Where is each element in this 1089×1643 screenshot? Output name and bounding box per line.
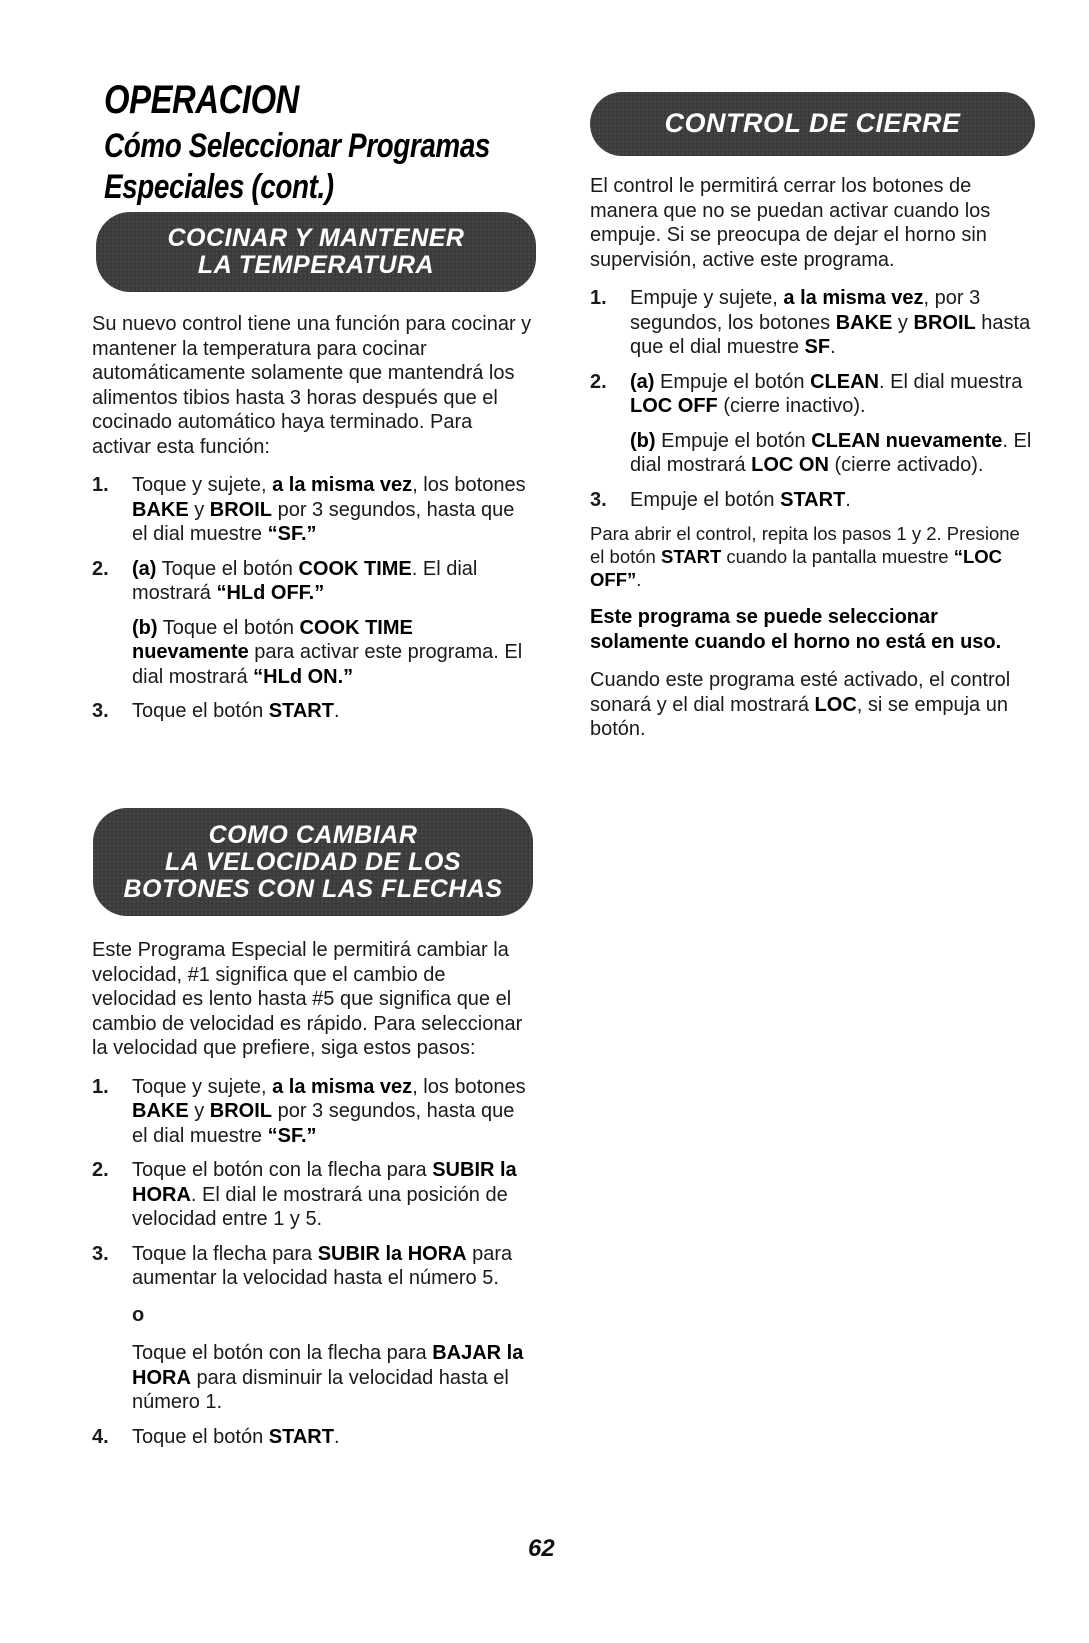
step-emphasis: COOK TIME [298,557,412,580]
step-number: 3. [92,1242,109,1265]
list-item [590,286,1035,360]
active-text: , si se empuja un botón. [590,693,1008,740]
list-item [92,1075,532,1149]
step-text: Empuje el botón [655,429,812,452]
step-emphasis: SF [804,336,831,358]
step-number: 1. [92,474,109,496]
step-text: Toque el botón [132,1425,269,1448]
step-text: Toque el botón con la flecha para [132,1159,433,1181]
control-lock-section [590,174,1035,756]
step-emphasis: a la misma vez [272,474,413,496]
step-emphasis: BAKE [835,311,893,334]
step-text: . El dial le mostrará una posición de velocidad entre 1 y 5. [132,1183,508,1230]
cook-hold-section [92,312,532,734]
list-item [92,473,532,547]
step-emphasis: LOC OFF [630,395,718,417]
substep-label: (a) [132,557,157,580]
banner-cook-hold [96,212,536,292]
step-emphasis: BROIL [913,311,976,334]
step-text: por 3 segundos, hasta que el dial muestre [132,498,515,545]
banner-arrow-speed [93,808,533,916]
step-text: Toque el botón [156,557,299,580]
section-title: OPERACION [104,78,299,122]
step-text: para aumentar la velocidad hasta el número 5. [132,1242,513,1289]
substep-label: (b) [630,429,656,452]
step-text: . El dial mostrará [132,557,478,604]
step-text: . El dial muestra [879,370,1023,393]
step-text: Toque la flecha para [132,1242,318,1265]
list-item [590,488,1035,513]
step-emphasis: “HLd ON.” [253,665,354,688]
list-item [590,370,1035,478]
step-text: (cierre activado). [828,454,984,476]
availability-note: Este programa se puede seleccionar solamente cuando el horno no está en uso. [590,606,1002,653]
step-emphasis: START [268,1425,334,1448]
step-text: Toque y sujete, [132,1075,273,1098]
step-emphasis: CLEAN nuevamente [811,429,1003,452]
unlock-text: . [636,569,642,590]
step-number: 3. [590,488,607,511]
unlock-instructions [590,522,1035,591]
step-text: y [188,1100,210,1122]
step-emphasis: “HLd OFF.” [216,582,325,604]
unlock-text: Para abrir el control, repita los pasos 1 y 2. Presione el botón [590,523,1020,567]
step-number: 1. [92,1075,109,1098]
unlock-emphasis: START [660,546,722,567]
banner-line: COMO CAMBIAR [208,820,418,849]
step-text: por 3 segundos, hasta que el dial muestre [132,1100,515,1147]
step-emphasis: SUBIR la HORA [317,1242,467,1265]
list-item [92,699,532,724]
step-text: , los botones [412,474,526,496]
step-text: . [830,336,836,358]
step-text: Empuje el botón [630,488,781,511]
step-emphasis: “SF.” [267,1124,317,1147]
arrow-speed-steps [92,1075,532,1450]
step-emphasis: COOK TIME nuevamente [132,616,413,663]
banner-line: COCINAR Y MANTENER [167,224,465,252]
step-emphasis: a la misma vez [272,1075,413,1098]
step-number: 1. [590,287,607,309]
banner-line: BOTONES CON LAS FLECHAS [123,874,503,903]
control-lock-intro: El control le permitirá cerrar los botones de manera que no se puedan activar cuando los empuje. Si se preocupa de dejar el horno sin supervisión, active este programa. [590,175,991,271]
step-number: 2. [92,557,109,580]
step-text: y [188,498,210,521]
step-text: . [333,700,340,722]
step-text: para activar este programa. El dial mostrará [132,641,523,688]
step-text: y [892,311,914,334]
lock-active-note [590,668,1035,742]
substep-b [630,429,1035,478]
step-emphasis: START [268,700,334,722]
step-text: . [333,1425,340,1448]
list-item [92,1242,532,1415]
active-text: Cuando este programa esté activado, el control sonará y el dial mostrará [590,669,1011,716]
unlock-text: cuando la pantalla muestre [721,546,954,567]
step-number: 4. [92,1425,109,1448]
page-subtitle [104,126,490,208]
substep-b [132,616,532,690]
step-emphasis: CLEAN [810,370,879,393]
step-text: Toque el botón [132,700,269,722]
banner-line: CONTROL DE CIERRE [664,108,961,139]
step-text: , los botones [412,1075,526,1098]
step-text: Toque y sujete, [132,474,273,496]
step-number: 2. [590,370,607,393]
banner-control-lock [590,92,1035,156]
step-emphasis: BAKE [132,498,189,521]
step-emphasis: “SF.” [267,523,317,545]
step-emphasis: BAKE [132,1100,189,1122]
step-number: 2. [92,1159,109,1181]
banner-line: LA VELOCIDAD DE LOS [164,847,462,876]
unlock-emphasis: “LOC OFF” [590,546,1003,590]
list-item [92,557,532,690]
substep-label: (a) [630,370,655,393]
step-emphasis: BROIL [209,1100,273,1122]
or-separator: o [132,1303,145,1326]
substep-label: (b) [132,616,158,639]
control-lock-steps [590,286,1035,512]
step-text: para disminuir la velocidad hasta el número 1. [132,1366,509,1413]
active-emphasis: LOC [814,693,857,716]
step-emphasis: BAJAR la HORA [132,1342,524,1389]
cook-hold-steps [92,473,532,724]
step-number: 3. [92,700,109,722]
step-text: , por 3 segundos, los botones [630,287,981,334]
page-number: 62 [528,1535,555,1562]
step-text: Empuje el botón [654,370,811,393]
subtitle-line-1: Cómo Seleccionar Programas [104,127,491,165]
arrow-speed-intro: Este Programa Especial le permitirá cambiar la velocidad, #1 significa que el cambio de velocidad es lento hasta #5 que significa que el cambio de velocidad es rápido. Para seleccionar la velocidad que prefiere, siga estos pasos: [92,939,523,1059]
step-text: . [845,488,851,511]
step-text: . El dial mostrará [630,429,1032,476]
step-emphasis: LOC ON [751,454,829,476]
step-emphasis: BROIL [209,498,273,521]
list-item [92,1158,532,1232]
step-text: Empuje y sujete, [630,287,784,309]
list-item [92,1425,532,1450]
step-text: (cierre inactivo). [717,395,866,417]
step-text: hasta que el dial muestre [630,311,1031,358]
step-text: Toque el botón [157,616,300,639]
cook-hold-intro: Su nuevo control tiene una función para cocinar y mantener la temperatura para cocinar automáticamente solamente que mantendrá los alimentos tibios hasta 3 horas después que el cocinado automático haya terminado. Para activar esta función: [92,313,532,458]
arrow-speed-section [92,938,532,1459]
subtitle-line-2: Especiales (cont.) [104,168,334,206]
banner-line: LA TEMPERATURA [197,251,435,279]
step-emphasis: SUBIR la HORA [132,1159,517,1206]
step-text: Toque el botón con la flecha para [132,1342,433,1364]
step-emphasis: a la misma vez [783,287,924,309]
step-emphasis: START [780,488,846,511]
